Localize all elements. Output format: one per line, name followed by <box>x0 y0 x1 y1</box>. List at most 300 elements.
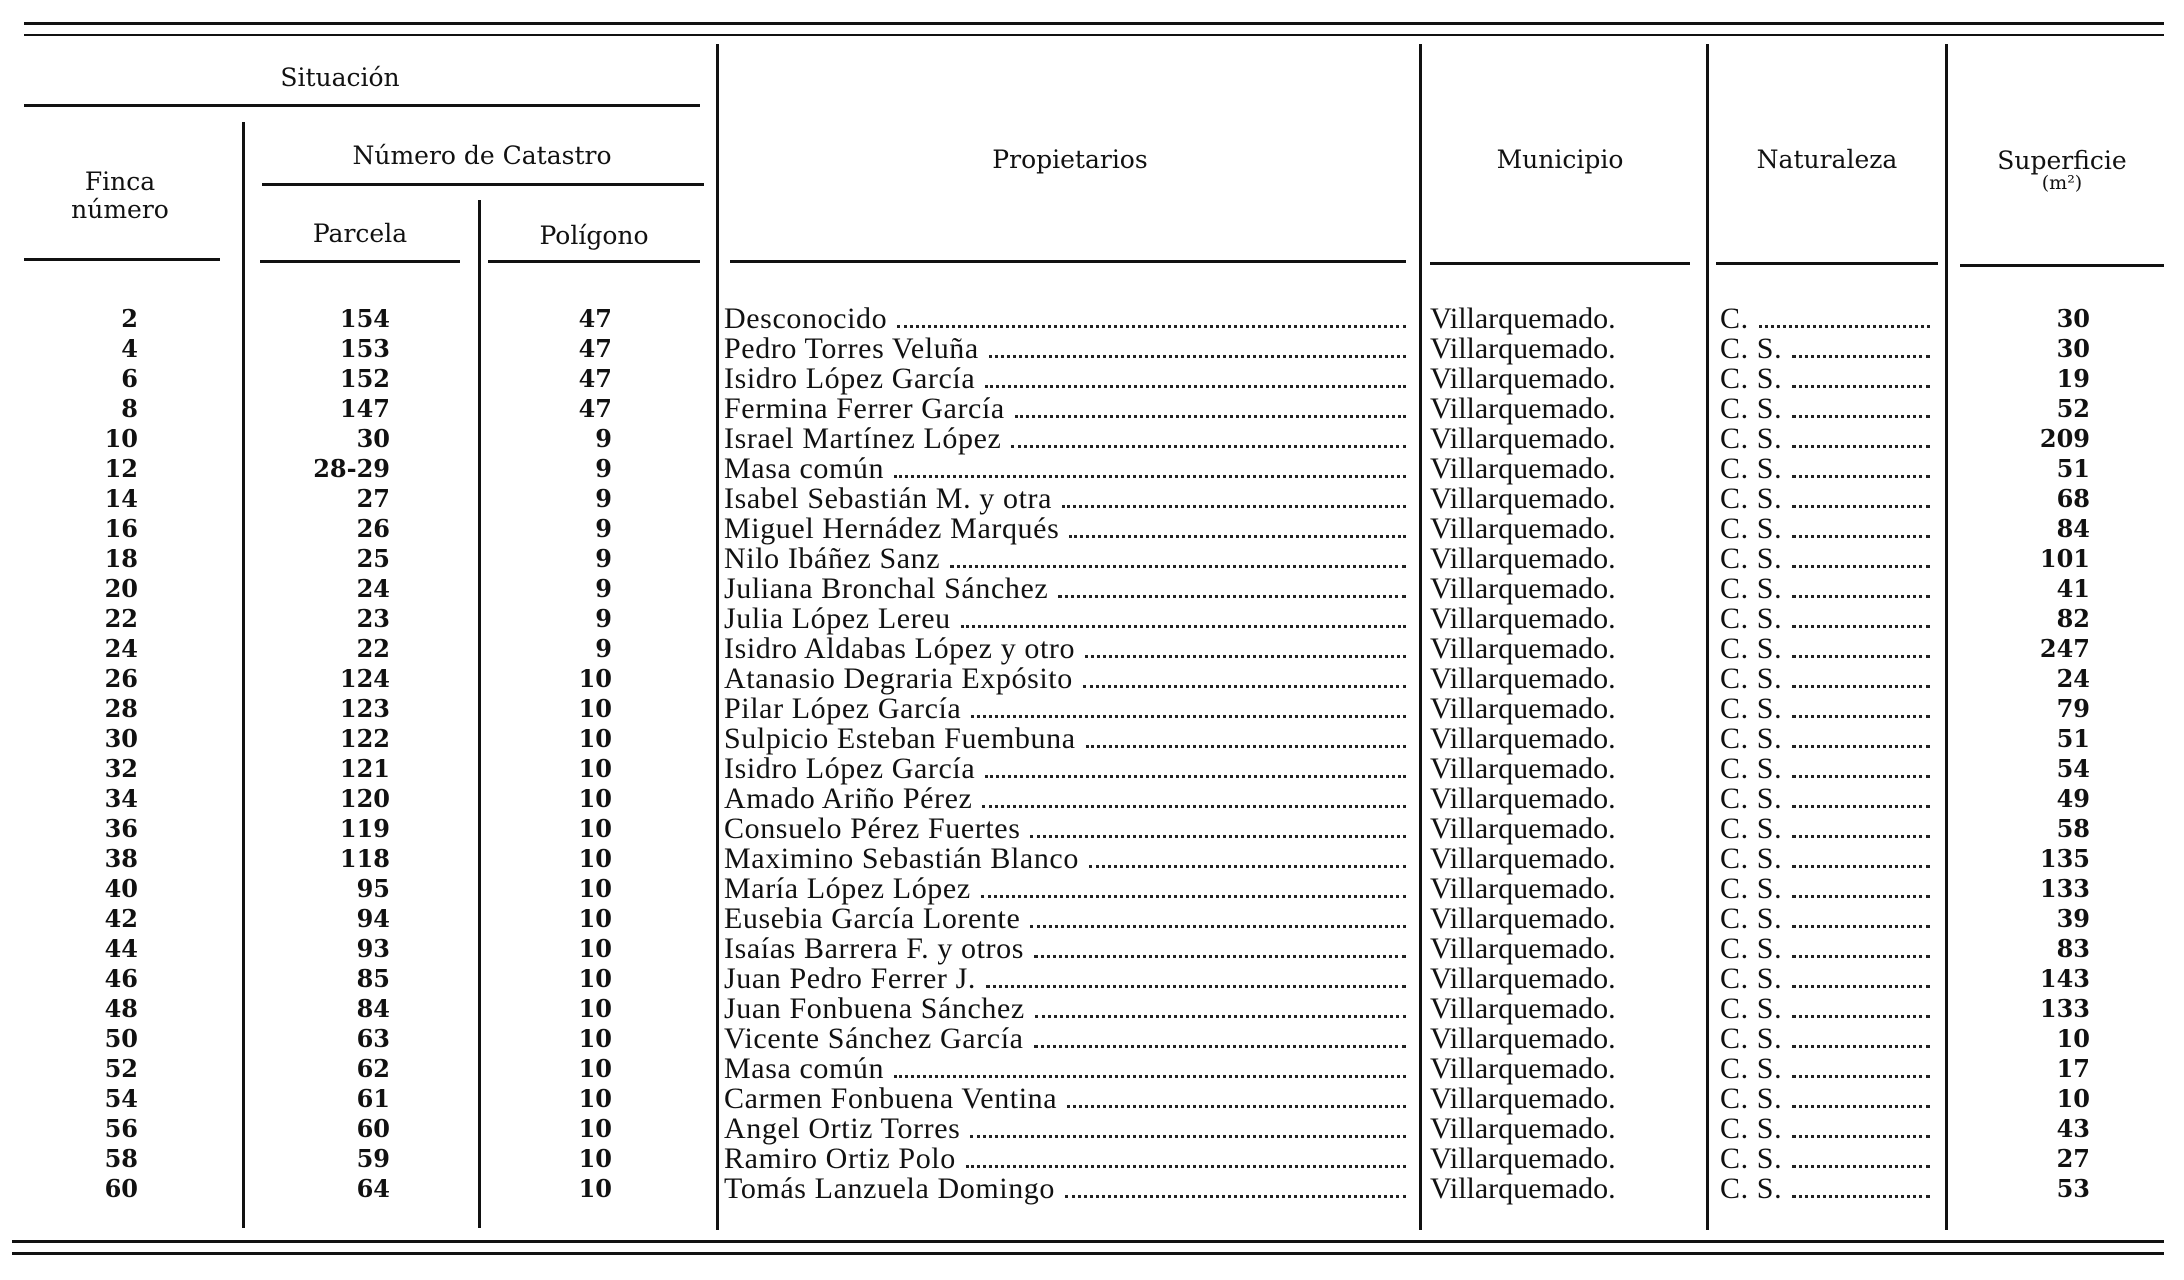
propietario-cell-text: Angel Ortiz Torres <box>724 1112 961 1145</box>
naturaleza-cell-text: C. S. <box>1720 842 1783 875</box>
propietario-cell-text: Vicente Sánchez García <box>724 1022 1024 1055</box>
dot-leader <box>1792 925 1930 928</box>
propietario-cell-text: Pilar López García <box>724 692 962 725</box>
poligono-cell: 10 <box>578 724 612 753</box>
naturaleza-cell <box>1720 574 1934 604</box>
propietario-cell <box>724 994 1410 1024</box>
superficie-cell: 82 <box>2056 604 2090 633</box>
poligono-cell: 9 <box>595 424 612 453</box>
naturaleza-cell-text: C. S. <box>1720 512 1783 545</box>
header-underline-poligono <box>488 260 700 263</box>
dot-leader <box>1062 505 1406 508</box>
propietario-cell-text: Isabel Sebastián M. y otra <box>724 482 1053 515</box>
parcela-cell: 152 <box>339 364 390 393</box>
dot-leader <box>1792 775 1930 778</box>
naturaleza-cell <box>1720 334 1934 364</box>
superficie-cell: 53 <box>2056 1174 2090 1203</box>
finca-number-cell: 42 <box>104 904 138 933</box>
municipio-cell: Villarquemado. <box>1430 692 1616 725</box>
naturaleza-cell <box>1720 874 1934 904</box>
propietario-cell <box>724 814 1410 844</box>
parcela-cell: 118 <box>339 844 390 873</box>
propietario-cell-text: Eusebia García Lorente <box>724 902 1021 935</box>
dot-leader <box>1058 595 1406 598</box>
propietario-cell-text: Maximino Sebastián Blanco <box>724 842 1079 875</box>
naturaleza-cell-text: C. S. <box>1720 632 1783 665</box>
naturaleza-cell-text: C. S. <box>1720 1022 1783 1055</box>
dot-leader <box>1792 445 1930 448</box>
header-situacion: Situación <box>280 63 400 92</box>
propietario-cell <box>724 304 1410 334</box>
naturaleza-cell <box>1720 454 1934 484</box>
poligono-cell: 10 <box>578 994 612 1023</box>
header-propietarios: Propietarios <box>992 145 1148 174</box>
finca-number-cell: 50 <box>104 1024 138 1053</box>
propietario-cell-text: Isidro López García <box>724 752 976 785</box>
finca-number-cell: 56 <box>104 1114 138 1143</box>
propietario-cell <box>724 604 1410 634</box>
dot-leader <box>1792 835 1930 838</box>
dot-leader <box>1034 1045 1406 1048</box>
propietario-cell-text: Fermina Ferrer García <box>724 392 1005 425</box>
naturaleza-cell-text: C. S. <box>1720 392 1783 425</box>
finca-number-cell: 14 <box>104 484 138 513</box>
poligono-cell: 9 <box>595 574 612 603</box>
dot-leader <box>1792 385 1930 388</box>
parcela-cell: 120 <box>339 784 390 813</box>
header-superficie-line2: (m²) <box>2041 172 2083 194</box>
column-divider <box>1945 44 1948 1230</box>
propietario-cell <box>724 484 1410 514</box>
dot-leader <box>897 325 1406 328</box>
municipio-cell: Villarquemado. <box>1430 452 1616 485</box>
header-poligono: Polígono <box>539 221 649 250</box>
dot-leader <box>894 475 1406 478</box>
naturaleza-cell-text: C. S. <box>1720 872 1783 905</box>
dot-leader <box>1792 1105 1930 1108</box>
dot-leader <box>1067 1105 1406 1108</box>
propietario-cell <box>724 1024 1410 1054</box>
propietario-cell-text: Juan Fonbuena Sánchez <box>724 992 1025 1025</box>
propietario-cell-text: Ramiro Ortiz Polo <box>724 1142 956 1175</box>
parcela-cell: 121 <box>339 754 390 783</box>
dot-leader <box>1792 475 1930 478</box>
dot-leader <box>1759 325 1930 328</box>
finca-number-cell: 12 <box>104 454 138 483</box>
poligono-cell: 47 <box>578 394 612 423</box>
finca-number-cell: 10 <box>104 424 138 453</box>
naturaleza-cell <box>1720 604 1934 634</box>
municipio-cell: Villarquemado. <box>1430 872 1616 905</box>
finca-number-cell: 22 <box>104 604 138 633</box>
naturaleza-cell <box>1720 844 1934 874</box>
parcela-cell: 27 <box>356 484 390 513</box>
superficie-cell: 58 <box>2056 814 2090 843</box>
propietario-cell-text: Desconocido <box>724 302 888 335</box>
dot-leader <box>1035 1015 1406 1018</box>
dot-leader <box>1030 925 1406 928</box>
municipio-cell: Villarquemado. <box>1430 392 1616 425</box>
naturaleza-cell-text: C. S. <box>1720 452 1783 485</box>
municipio-cell: Villarquemado. <box>1430 782 1616 815</box>
naturaleza-cell <box>1720 664 1934 694</box>
parcela-cell: 93 <box>356 934 390 963</box>
dot-leader <box>1792 805 1930 808</box>
parcela-cell: 154 <box>339 304 390 333</box>
superficie-cell: 209 <box>2039 424 2090 453</box>
parcela-cell: 153 <box>339 334 390 363</box>
dot-leader <box>1792 745 1930 748</box>
superficie-cell: 101 <box>2039 544 2090 573</box>
finca-number-cell: 16 <box>104 514 138 543</box>
propietario-cell <box>724 454 1410 484</box>
municipio-cell: Villarquemado. <box>1430 722 1616 755</box>
superficie-cell: 19 <box>2056 364 2090 393</box>
finca-number-cell: 52 <box>104 1054 138 1083</box>
dot-leader <box>966 1165 1406 1168</box>
dot-leader <box>970 1135 1406 1138</box>
parcela-cell: 123 <box>339 694 390 723</box>
municipio-cell: Villarquemado. <box>1430 962 1616 995</box>
propietario-cell-text: Isidro López García <box>724 362 976 395</box>
dot-leader <box>1792 955 1930 958</box>
superficie-cell: 27 <box>2056 1144 2090 1173</box>
poligono-cell: 9 <box>595 514 612 543</box>
propietario-cell <box>724 784 1410 814</box>
naturaleza-cell <box>1720 1084 1934 1114</box>
naturaleza-cell-text: C. S. <box>1720 992 1783 1025</box>
parcela-cell: 124 <box>339 664 390 693</box>
poligono-cell: 10 <box>578 754 612 783</box>
finca-number-cell: 40 <box>104 874 138 903</box>
dot-leader <box>1792 565 1930 568</box>
naturaleza-cell-text: C. S. <box>1720 482 1783 515</box>
municipio-cell: Villarquemado. <box>1430 992 1616 1025</box>
municipio-cell: Villarquemado. <box>1430 332 1616 365</box>
parcela-cell: 59 <box>356 1144 390 1173</box>
propietario-cell <box>724 1114 1410 1144</box>
dot-leader <box>985 385 1406 388</box>
dot-leader <box>1792 415 1930 418</box>
header-naturaleza: Naturaleza <box>1756 145 1898 174</box>
propietario-cell-text: Sulpicio Esteban Fuembuna <box>724 722 1076 755</box>
finca-number-cell: 44 <box>104 934 138 963</box>
municipio-cell: Villarquemado. <box>1430 812 1616 845</box>
municipio-cell: Villarquemado. <box>1430 1142 1616 1175</box>
superficie-cell: 83 <box>2056 934 2090 963</box>
dot-leader <box>1792 1075 1930 1078</box>
propietario-cell-text: Carmen Fonbuena Ventina <box>724 1082 1058 1115</box>
poligono-cell: 10 <box>578 1174 612 1203</box>
column-divider <box>478 200 481 1228</box>
situacion-underline <box>24 104 700 107</box>
superficie-cell: 41 <box>2056 574 2090 603</box>
finca-number-cell: 34 <box>104 784 138 813</box>
naturaleza-cell-text: C. S. <box>1720 1112 1783 1145</box>
propietario-cell <box>724 934 1410 964</box>
header-superficie <box>1960 148 2164 192</box>
propietario-cell <box>724 1054 1410 1084</box>
parcela-cell: 62 <box>356 1054 390 1083</box>
naturaleza-cell-text: C. S. <box>1720 1052 1783 1085</box>
parcela-cell: 122 <box>339 724 390 753</box>
propietario-cell <box>724 874 1410 904</box>
dot-leader <box>961 625 1406 628</box>
propietario-cell-text: Juliana Bronchal Sánchez <box>724 572 1049 605</box>
naturaleza-cell <box>1720 964 1934 994</box>
dot-leader <box>1083 685 1406 688</box>
finca-number-cell: 4 <box>121 334 138 363</box>
naturaleza-cell-text: C. S. <box>1720 692 1783 725</box>
dot-leader <box>950 565 1406 568</box>
parcela-cell: 61 <box>356 1084 390 1113</box>
finca-number-cell: 46 <box>104 964 138 993</box>
propietario-cell <box>724 1174 1410 1204</box>
dot-leader <box>985 775 1406 778</box>
column-divider <box>242 122 245 1228</box>
dot-leader <box>986 985 1406 988</box>
naturaleza-cell <box>1720 994 1934 1024</box>
municipio-cell: Villarquemado. <box>1430 482 1616 515</box>
poligono-column <box>540 304 612 1204</box>
propietario-cell <box>724 574 1410 604</box>
dot-leader <box>1792 895 1930 898</box>
dot-leader <box>1792 1195 1930 1198</box>
propietario-cell <box>724 664 1410 694</box>
parcela-cell: 30 <box>356 424 390 453</box>
poligono-cell: 47 <box>578 304 612 333</box>
propietario-cell <box>724 904 1410 934</box>
superficie-column <box>2000 304 2090 1204</box>
bottom-double-rule-lower <box>12 1252 2164 1255</box>
naturaleza-column <box>1720 304 1934 1204</box>
dot-leader <box>1034 955 1406 958</box>
dot-leader <box>1011 445 1406 448</box>
poligono-cell: 9 <box>595 544 612 573</box>
parcela-cell: 64 <box>356 1174 390 1203</box>
poligono-cell: 10 <box>578 1084 612 1113</box>
naturaleza-cell <box>1720 694 1934 724</box>
superficie-cell: 49 <box>2056 784 2090 813</box>
propietario-cell-text: Julia López Lereu <box>724 602 951 635</box>
poligono-cell: 10 <box>578 904 612 933</box>
naturaleza-cell-text: C. S. <box>1720 1082 1783 1115</box>
superficie-cell: 54 <box>2056 754 2090 783</box>
naturaleza-cell <box>1720 1024 1934 1054</box>
propietario-cell <box>724 1084 1410 1114</box>
naturaleza-cell <box>1720 934 1934 964</box>
superficie-cell: 79 <box>2056 694 2090 723</box>
superficie-cell: 143 <box>2039 964 2090 993</box>
superficie-cell: 30 <box>2056 334 2090 363</box>
top-double-rule-upper <box>24 22 2164 25</box>
parcela-cell: 26 <box>356 514 390 543</box>
superficie-cell: 68 <box>2056 484 2090 513</box>
naturaleza-cell-text: C. S. <box>1720 812 1783 845</box>
top-double-rule-lower <box>24 34 2164 36</box>
municipio-cell: Villarquemado. <box>1430 752 1616 785</box>
propietario-cell-text: Juan Pedro Ferrer J. <box>724 962 976 995</box>
finca-number-cell: 60 <box>104 1174 138 1203</box>
finca-number-cell: 30 <box>104 724 138 753</box>
dot-leader <box>1792 535 1930 538</box>
propietario-cell <box>724 754 1410 784</box>
parcela-cell: 94 <box>356 904 390 933</box>
parcela-cell: 28-29 <box>313 454 390 483</box>
dot-leader <box>1065 1195 1406 1198</box>
poligono-cell: 10 <box>578 694 612 723</box>
dot-leader <box>971 715 1406 718</box>
poligono-cell: 10 <box>578 664 612 693</box>
dot-leader <box>1792 985 1930 988</box>
finca-number-cell: 38 <box>104 844 138 873</box>
dot-leader <box>981 895 1406 898</box>
poligono-cell: 10 <box>578 814 612 843</box>
dot-leader <box>1089 865 1406 868</box>
finca-number-cell: 54 <box>104 1084 138 1113</box>
propietario-cell-text: Nilo Ibáñez Sanz <box>724 542 941 575</box>
dot-leader <box>1069 535 1406 538</box>
propietario-cell-text: Masa común <box>724 452 885 485</box>
parcela-cell: 85 <box>356 964 390 993</box>
municipio-cell: Villarquemado. <box>1430 662 1616 695</box>
dot-leader <box>1792 595 1930 598</box>
naturaleza-cell <box>1720 484 1934 514</box>
parcela-cell: 147 <box>339 394 390 423</box>
finca-number-cell: 6 <box>121 364 138 393</box>
propietario-cell <box>724 334 1410 364</box>
parcela-cell: 22 <box>356 634 390 663</box>
naturaleza-cell-text: C. S. <box>1720 602 1783 635</box>
naturaleza-cell-text: C. S. <box>1720 962 1783 995</box>
naturaleza-cell-text: C. S. <box>1720 572 1783 605</box>
propietarios-column <box>724 304 1410 1204</box>
propietario-cell <box>724 964 1410 994</box>
poligono-cell: 10 <box>578 1024 612 1053</box>
superficie-cell: 133 <box>2039 874 2090 903</box>
municipio-cell: Villarquemado. <box>1430 512 1616 545</box>
superficie-cell: 10 <box>2056 1024 2090 1053</box>
superficie-cell: 24 <box>2056 664 2090 693</box>
catastro-underline <box>262 183 704 186</box>
dot-leader <box>1792 1135 1930 1138</box>
superficie-cell: 133 <box>2039 994 2090 1023</box>
superficie-cell: 247 <box>2039 634 2090 663</box>
bottom-double-rule-upper <box>12 1240 2164 1243</box>
naturaleza-cell <box>1720 394 1934 424</box>
naturaleza-cell <box>1720 424 1934 454</box>
superficie-cell: 17 <box>2056 1054 2090 1083</box>
dot-leader <box>1792 1015 1930 1018</box>
naturaleza-cell <box>1720 1114 1934 1144</box>
municipio-cell: Villarquemado. <box>1430 542 1616 575</box>
parcela-cell: 23 <box>356 604 390 633</box>
superficie-cell: 84 <box>2056 514 2090 543</box>
header-superficie-line1: Superficie <box>1997 146 2127 175</box>
poligono-cell: 9 <box>595 634 612 663</box>
municipio-cell: Villarquemado. <box>1430 302 1616 335</box>
header-finca-line1: Finca <box>84 167 156 196</box>
poligono-cell: 10 <box>578 1144 612 1173</box>
poligono-cell: 10 <box>578 844 612 873</box>
municipio-cell: Villarquemado. <box>1430 572 1616 605</box>
dot-leader <box>894 1075 1406 1078</box>
propietario-cell-text: Isaías Barrera F. y otros <box>724 932 1025 965</box>
dot-leader <box>1792 715 1930 718</box>
naturaleza-cell <box>1720 364 1934 394</box>
header-underline-municipio <box>1430 262 1690 265</box>
propietario-cell <box>724 364 1410 394</box>
municipio-cell: Villarquemado. <box>1430 932 1616 965</box>
superficie-cell: 39 <box>2056 904 2090 933</box>
municipio-cell: Villarquemado. <box>1430 1112 1616 1145</box>
municipio-cell: Villarquemado. <box>1430 1082 1616 1115</box>
naturaleza-cell-text: C. S. <box>1720 782 1783 815</box>
naturaleza-cell <box>1720 1054 1934 1084</box>
finca-number-cell: 48 <box>104 994 138 1023</box>
naturaleza-cell-text: C. S. <box>1720 932 1783 965</box>
propietario-cell <box>724 394 1410 424</box>
propietario-cell-text: María López López <box>724 872 971 905</box>
propietario-cell-text: Miguel Hernádez Marqués <box>724 512 1060 545</box>
naturaleza-cell <box>1720 1174 1934 1204</box>
dot-leader <box>989 355 1406 358</box>
propietario-cell <box>724 724 1410 754</box>
dot-leader <box>1792 355 1930 358</box>
header-underline-superficie <box>1960 264 2164 267</box>
superficie-cell: 51 <box>2056 454 2090 483</box>
propietario-cell-text: Israel Martínez López <box>724 422 1002 455</box>
header-underline-parcela <box>260 260 460 263</box>
propietario-cell-text: Atanasio Degraria Expósito <box>724 662 1073 695</box>
dot-leader <box>982 805 1406 808</box>
propietario-cell-text: Masa común <box>724 1052 885 1085</box>
propietario-cell-text: Amado Ariño Pérez <box>724 782 973 815</box>
dot-leader <box>1792 655 1930 658</box>
finca-number-cell: 28 <box>104 694 138 723</box>
finca-number-cell: 24 <box>104 634 138 663</box>
municipio-cell: Villarquemado. <box>1430 902 1616 935</box>
dot-leader <box>1085 655 1406 658</box>
poligono-cell: 10 <box>578 1054 612 1083</box>
naturaleza-cell-text: C. S. <box>1720 362 1783 395</box>
naturaleza-cell-text: C. S. <box>1720 542 1783 575</box>
parcela-cell: 24 <box>356 574 390 603</box>
header-numero-catastro: Número de Catastro <box>352 141 612 170</box>
parcela-cell: 119 <box>339 814 390 843</box>
poligono-cell: 47 <box>578 334 612 363</box>
finca-number-cell: 8 <box>121 394 138 423</box>
finca-number-cell: 32 <box>104 754 138 783</box>
municipio-cell: Villarquemado. <box>1430 1022 1616 1055</box>
finca-number-cell: 20 <box>104 574 138 603</box>
superficie-cell: 30 <box>2056 304 2090 333</box>
propietario-cell <box>724 1144 1410 1174</box>
dot-leader <box>1792 685 1930 688</box>
superficie-cell: 135 <box>2039 844 2090 873</box>
column-divider <box>1419 44 1422 1230</box>
naturaleza-cell <box>1720 904 1934 934</box>
poligono-cell: 10 <box>578 784 612 813</box>
header-underline-finca <box>24 258 220 261</box>
naturaleza-cell-text: C. S. <box>1720 752 1783 785</box>
dot-leader <box>1792 505 1930 508</box>
propietario-cell-text: Isidro Aldabas López y otro <box>724 632 1076 665</box>
municipio-cell: Villarquemado. <box>1430 1172 1616 1205</box>
superficie-cell: 52 <box>2056 394 2090 423</box>
finca-column <box>48 304 138 1204</box>
municipio-cell: Villarquemado. <box>1430 422 1616 455</box>
